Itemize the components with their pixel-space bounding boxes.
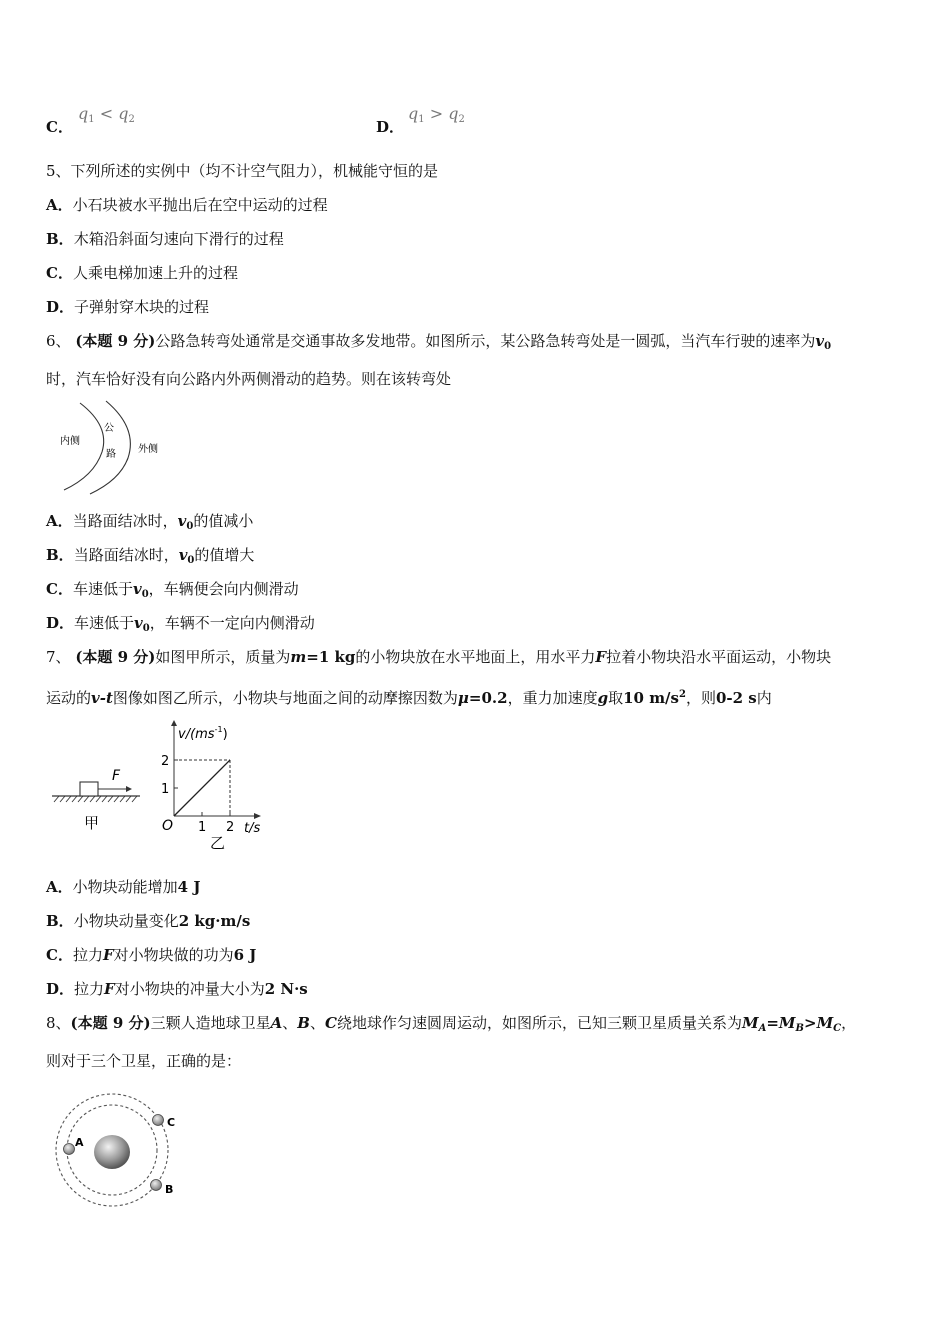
q7-option-b[interactable]: B．小物块动量变化2 kg·m/s: [46, 912, 251, 930]
satellite-b: [151, 1180, 162, 1191]
q5-stem: 5、下列所述的实例中（均不计空气阻力），机械能守恒的是: [46, 162, 439, 180]
q7-stem-line2: 运动的v-t图像如图乙所示，小物块与地面之间的动摩擦因数为μ=0.2，重力加速度g取10 $m/s^2$，则0-2 s内: [46, 689, 772, 707]
figure-jia-caption: 甲: [84, 814, 100, 832]
y-axis-label: [178, 725, 228, 742]
y-tick-label-1: 1: [161, 782, 170, 797]
y-label-exp: -1: [214, 725, 223, 734]
outer-side-label: 外侧: [138, 444, 158, 455]
x-axis-label: t/s: [244, 821, 261, 836]
q7-option-c[interactable]: C．拉力F对小物块做的功为6 J: [46, 946, 257, 964]
satellite-a-label: A: [75, 1136, 84, 1149]
q7-stem-line1: 7、 (本题 9 分)如图甲所示，质量为m=1 kg的小物块放在水平地面上，用水平力F拉着小物块沿水平面运动，小物块: [46, 648, 832, 666]
q7-figure-jia: [48, 760, 148, 840]
q8-satellite-figure: [50, 1090, 190, 1210]
ground-hatching: [54, 796, 137, 802]
q7-vt-chart: [156, 718, 276, 853]
chart-caption: 乙: [210, 834, 226, 852]
force-label: F: [112, 768, 121, 784]
q4-option-c-formula: q1 < q2: [78, 104, 135, 125]
satellite-c: [153, 1115, 164, 1126]
q6-option-d[interactable]: D．车速低于$v_0$，车辆不一定向内侧滑动: [46, 614, 315, 634]
y-axis-arrow: [171, 720, 177, 726]
q5-option-a[interactable]: A．小石块被水平抛出后在空中运动的过程: [46, 196, 328, 214]
q6-option-b[interactable]: B．当路面结冰时，$v_0$的值增大: [46, 546, 255, 566]
q5-option-d[interactable]: D．子弹射穿木块的过程: [46, 298, 210, 316]
block: [80, 782, 98, 796]
q7-option-a[interactable]: A．小物块动能增加4 J: [46, 878, 201, 896]
satellite-b-label: B: [165, 1183, 174, 1196]
earth: [94, 1135, 130, 1169]
q6-stem-line1: 6、 (本题 9 分)公路急转弯处通常是交通事故多发地带。如图所示，某公路急转弯处是一圆弧，当汽车行驶的速率为$v_0$: [46, 332, 832, 352]
satellite-c-label: C: [167, 1116, 176, 1129]
inner-side-label: 内侧: [60, 436, 80, 447]
road-label-1: 公: [104, 423, 114, 434]
x-tick-label-1: 1: [198, 820, 207, 835]
q8-stem-line1: 8、(本题 9 分)三颗人造地球卫星A、B、C绕地球作匀速圆周运动，如图所示，已知三颗卫星质量关系为$M_A=M_B>M_C$，: [46, 1014, 857, 1034]
force-arrowhead: [126, 786, 132, 792]
q4-option-d-label: D．: [376, 118, 405, 136]
x-axis-arrow: [254, 813, 261, 819]
q6-option-a[interactable]: A．当路面结冰时，$v_0$的值减小: [46, 512, 254, 532]
y-label-text: v/(ms: [178, 727, 215, 742]
q4-option-d-formula: q1 > q2: [408, 104, 465, 125]
q6-option-c[interactable]: C．车速低于$v_0$，车辆便会向内侧滑动: [46, 580, 299, 600]
origin-label: O: [162, 818, 174, 834]
q8-stem-line2: 则对于三个卫星，正确的是：: [46, 1052, 242, 1070]
road-label-2: 路: [106, 449, 116, 460]
y-label-close: ): [222, 727, 228, 742]
q5-option-b[interactable]: B．木箱沿斜面匀速向下滑行的过程: [46, 230, 284, 248]
q7-option-d[interactable]: D．拉力F对小物块的冲量大小为2 N·s: [46, 980, 308, 998]
q6-road-figure: [48, 398, 178, 498]
satellite-a: [64, 1144, 75, 1155]
road-outer-curve: [90, 401, 130, 494]
q5-option-c[interactable]: C．人乘电梯加速上升的过程: [46, 264, 238, 282]
series-line-0: [174, 760, 230, 816]
q6-stem-line2: 时，汽车恰好没有向公路内外两侧滑动的趋势。则在该转弯处: [46, 370, 452, 388]
y-tick-label-2: 2: [161, 754, 170, 769]
q4-option-c-label: C．: [46, 118, 73, 136]
x-tick-label-2: 2: [226, 820, 235, 835]
